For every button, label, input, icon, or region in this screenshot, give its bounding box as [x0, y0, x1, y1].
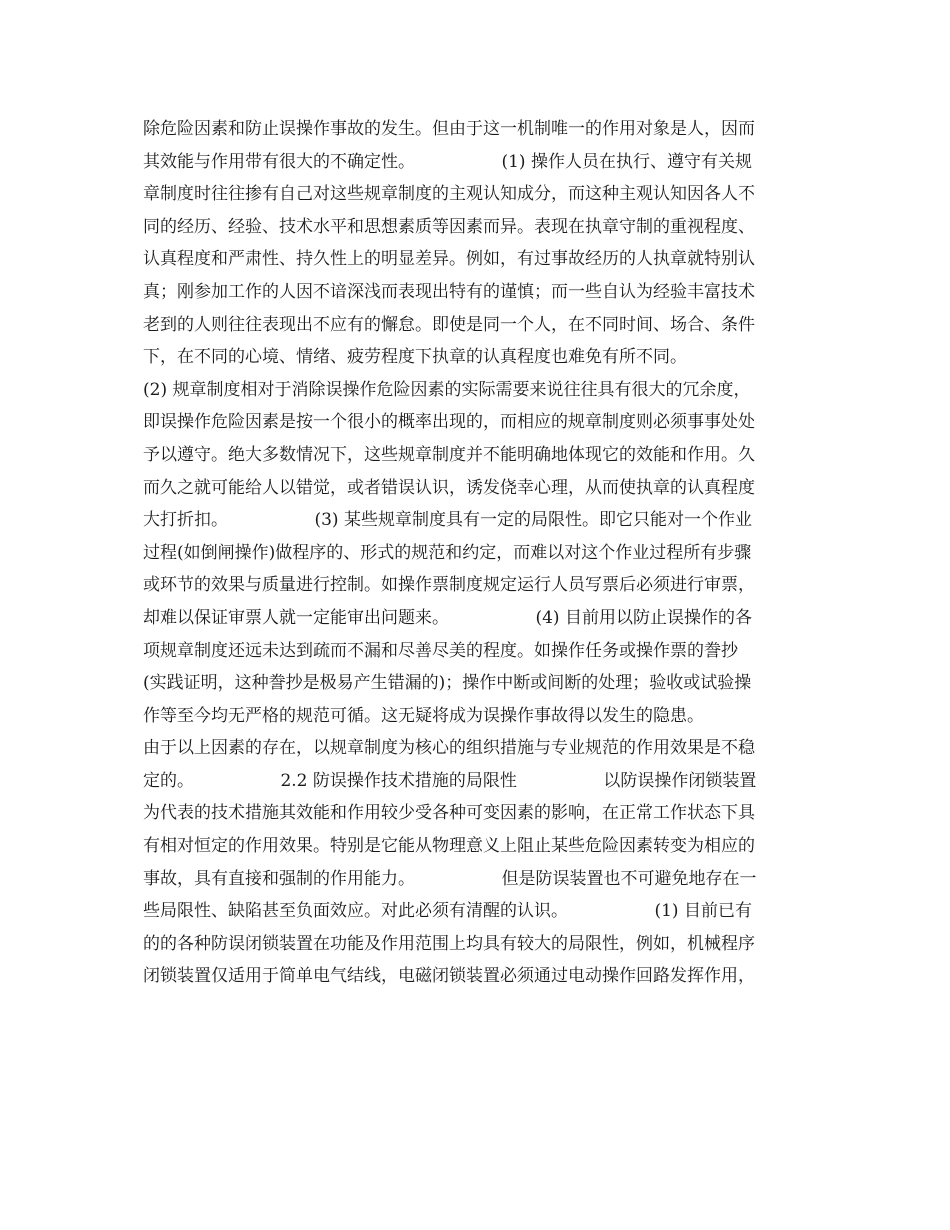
text-line: 过程(如倒闸操作)做程序的、形式的规范和约定，而难以对这个作业过程所有步骤 — [143, 542, 752, 563]
text-line: 事故，具有直接和强制的作用能力。 但是防误装置也不可避免地存在一 — [143, 868, 757, 889]
text-line: 认真程度和严肃性、持久性上的明显差异。例如，有过事故经历的人执章就特别认 — [143, 249, 755, 270]
text-line: 作等至今均无严格的规范可循。这无疑将成为误操作事故得以发生的隐患。 — [143, 705, 704, 726]
text-line: 却难以保证审票人就一定能审出问题来。 (4) 目前用以防止误操作的各 — [143, 607, 752, 628]
text-line: 章制度时往往掺有自己对这些规章制度的主观认知成分，而这种主观认知因各人不 — [143, 184, 755, 205]
text-line: 真；刚参加工作的人因不谙深浅而表现出特有的谨慎；而一些自认为经验丰富技术 — [143, 281, 755, 302]
body-text — [143, 113, 823, 993]
text-line: (实践证明，这种誊抄是极易产生错漏的)；操作中断或间断的处理；验收或试验操 — [143, 673, 752, 694]
text-line: 即误操作危险因素是按一个很小的概率出现的，而相应的规章制度则必须事事处处 — [143, 412, 755, 433]
text-line: 同的经历、经验、技术水平和思想素质等因素而异。表现在执章守制的重视程度、 — [143, 216, 755, 237]
text-line: 或环节的效果与质量进行控制。如操作票制度规定运行人员写票后必须进行审票， — [143, 575, 755, 596]
text-line: 闭锁装置仅适用于简单电气结线，电磁闭锁装置必须通过电动操作回路发挥作用， — [143, 966, 755, 987]
text-line: 些局限性、缺陷甚至负面效应。对此必须有清醒的认识。 (1) 目前已有 — [143, 901, 752, 922]
text-line: 除危险因素和防止误操作事故的发生。但由于这一机制唯一的作用对象是人，因而 — [143, 119, 755, 139]
text-line: (2) 规章制度相对于消除误操作危险因素的实际需要来说往往具有很大的冗余度， — [143, 379, 751, 400]
text-line: 予以遵守。绝大多数情况下，这些规章制度并不能明确地体现它的效能和作用。久 — [143, 444, 755, 465]
text-line: 而久之就可能给人以错觉，或者错误认识，诱发侥幸心理，从而使执章的认真程度 — [143, 477, 755, 498]
text-line: 由于以上因素的存在，以规章制度为核心的组织措施与专业规范的作用效果是不稳 — [143, 738, 755, 759]
text-line: 有相对恒定的作用效果。特别是它能从物理意义上阻止某些危险因素转变为相应的 — [143, 836, 755, 857]
text-line: 大打折扣。 (3) 某些规章制度具有一定的局限性。即它只能对一个作业 — [143, 510, 752, 531]
text-line: 老到的人则往往表现出不应有的懈怠。即使是同一个人，在不同时间、场合、条件 — [143, 314, 755, 335]
text-line: 定的。 2.2 防误操作技术措施的局限性 以防误操作闭锁装置 — [143, 770, 757, 791]
text-line: 的的各种防误闭锁装置在功能及作用范围上均具有较大的局限性，例如，机械程序 — [143, 933, 755, 954]
text-line: 项规章制度还远未达到疏而不漏和尽善尽美的程度。如操作任务或操作票的誊抄 — [143, 640, 738, 661]
text-line: 下，在不同的心境、情绪、疲劳程度下执章的认真程度也难免有所不同。 — [143, 347, 687, 368]
text-line: 其效能与作用带有很大的不确定性。 (1) 操作人员在执行、遵守有关规 — [143, 151, 752, 172]
text-line: 为代表的技术措施其效能和作用较少受各种可变因素的影响，在正常工作状态下具 — [143, 803, 755, 824]
